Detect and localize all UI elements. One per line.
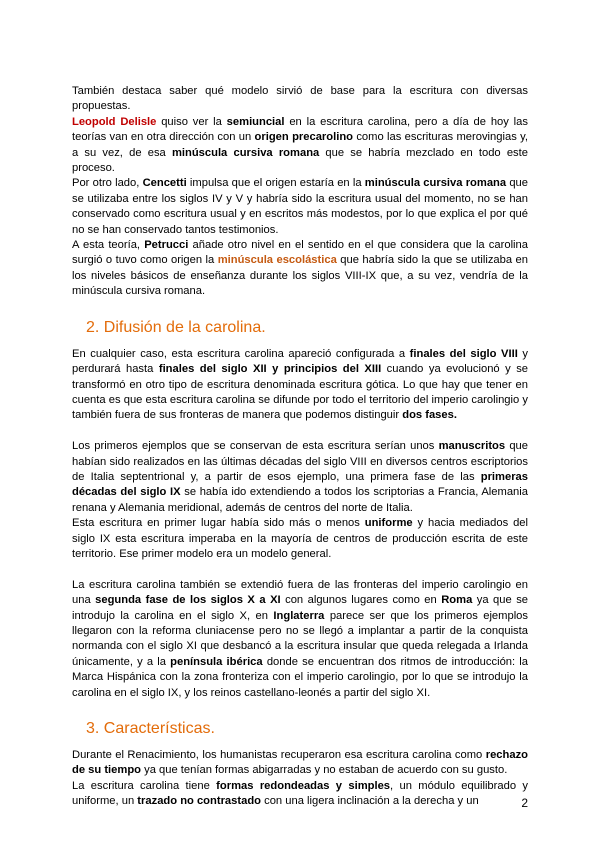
document-page bbox=[72, 0, 528, 810]
paragraph-renacimiento: Durante el Renacimiento, los humanistas recuperaron esa escritura carolina como rechazo de su tiempo ya que tenían formas abigarradas y no estaban de acuerdo con su gusto. bbox=[72, 749, 528, 777]
paragraph-petrucci: A esta teoría, Petrucci añade otro nivel en el sentido en el que considera que la carolina surgió o tuvo como origen la minúscula escolástica que habría sido la que se utilizaba en los niveles básicos de enseñanza durante los siglos VIII-IX que, a su vez, vendría de la minúscula cursiva romana. bbox=[72, 239, 528, 298]
paragraph-formas: La escritura carolina tiene formas redondeadas y simples, un módulo equilibrado y uniforme, un trazado no contrastado con una ligera inclinación a la derecha y un bbox=[72, 779, 528, 808]
section-heading-difusion: 2. Difusión de la carolina. bbox=[86, 318, 266, 336]
term-escolastica: minúscula escolástica bbox=[217, 254, 337, 267]
paragraph-delisle: Leopold Delisle quiso ver la semiuncial en la escritura carolina, pero a día de hoy las teorías van en otra dirección con un origen precarolino como las escrituras merovingias y, a su vez, de esa minúscula cursiva romana que se habría mezclado en todo este proceso. bbox=[72, 115, 528, 175]
paragraph-intro: También destaca saber qué modelo sirvió de base para la escritura con diversas propuestas. bbox=[72, 85, 528, 113]
paragraph-uniforme: Esta escritura en primer lugar había sido más o menos uniforme y hacia mediados del siglo IX esta escritura imperaba en la mayoría de centros de producción escrita de este territorio. Ese primer modelo era un modelo general. bbox=[72, 517, 528, 560]
page-number: 2 bbox=[521, 796, 528, 810]
paragraph-segunda-fase: La escritura carolina también se extendió fuera de las fronteras del imperio carolingio en una segunda fase de los siglos X a XI con algunos lugares como en Roma ya que se introdujo la carolina en el siglo X, en Inglaterra parece ser que los primeros ejemplos llegaron con la reforma cluniacense pero no se llegó a implantar a partir de la conquista normanda con el siglo XI que desbancó a la escritura insular que queda relegada a Irlanda únicamente, y a la península ibérica donde se encuentran dos ritmos de introducción: la Marca Hispánica con la zona fronteriza con el imperio carolingio, por lo que se introdujo la carolina en el siglo IX, y los reinos castellano-leonés a partir del siglo XI. bbox=[72, 578, 529, 699]
paragraph-fases: En cualquier caso, esta escritura carolina apareció configurada a finales del siglo VIII y perdurará hasta finales del siglo XII y principios del XIII cuando ya evolucionó y se transformó en otro tipo de escritura denominada escritura gótica. Lo que hay que tener en cuenta es que esta escritura carolina se difunde por todo el territorio del imperio carolingio y también fuera de sus fronteras de manera que podemos distinguir dos fases. bbox=[72, 347, 529, 422]
section-heading-caracteristicas: 3. Características. bbox=[86, 720, 215, 737]
paragraph-cencetti: Por otro lado, Cencetti impulsa que el origen estaría en la minúscula cursiva romana que se utilizaba entre los siglos IV y V y habría sido la escritura usual del momento, no se han conservado como escritura usual y en escritos más modestos, por lo que explica el por qué no se han conservado tantos testimonios. bbox=[72, 177, 528, 236]
name-delisle: Leopold Delisle bbox=[72, 115, 157, 128]
paragraph-primeros-ejemplos: Los primeros ejemplos que se conservan de esta escritura serían unos manuscritos que habían sido realizados en las últimas décadas del siglo VIII en diversos centros escriptorios de Italia septentrional y, a partir de esos ejemplo, una primera fase de las primeras décadas del siglo IX se había ido extendiendo a todos los scriptorias a Francia, Alemania renana y Alemania meridional, además de centros del norte de Italia. bbox=[72, 440, 528, 514]
